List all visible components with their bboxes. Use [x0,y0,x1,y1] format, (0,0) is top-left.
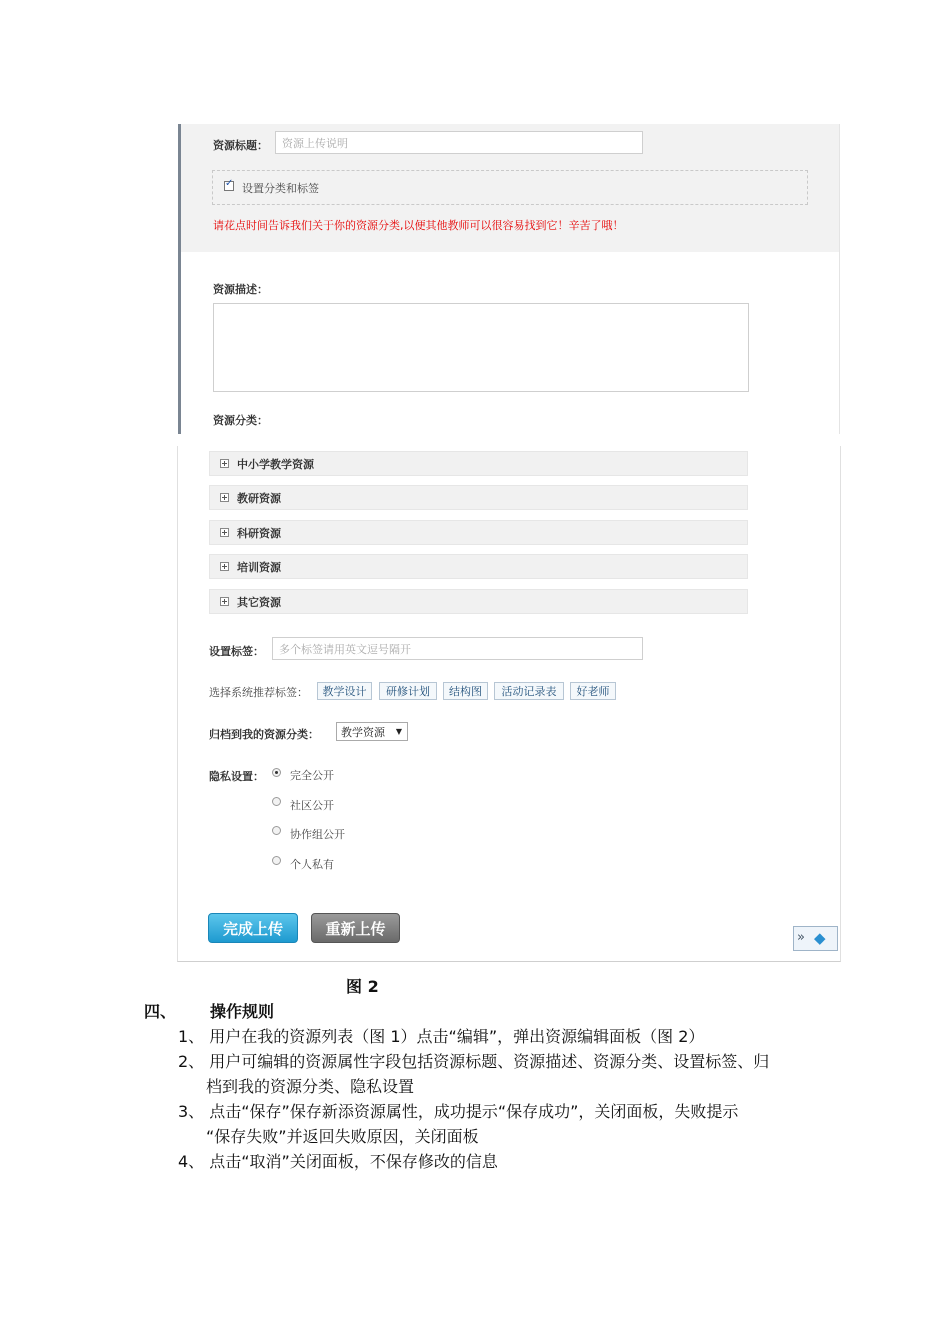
privacy-radio-private[interactable] [272,856,281,865]
privacy-option-label: 个人私有 [290,858,334,871]
app-logo-icon: ◆ [814,929,826,947]
recommended-tag[interactable]: 好老师 [570,682,616,700]
category-item[interactable] [209,554,748,579]
dropdown-arrow-icon: ▼ [395,727,402,736]
category-item[interactable] [209,589,748,614]
check-icon: ✓ [225,178,234,189]
reupload-button[interactable]: 重新上传 [311,913,400,943]
title-label: 资源标题： [213,139,268,152]
expand-icon [220,528,229,537]
recommended-tag[interactable]: 结构图 [443,682,488,700]
category-item-label: 教研资源 [237,491,281,505]
category-toggle-box [212,170,808,205]
tag-input[interactable]: 多个标签请用英文逗号隔开 [272,637,643,660]
recommended-tag[interactable]: 教学设计 [317,682,372,700]
rule-line: “保存失败”并返回失败原因，关闭面板 [206,1127,479,1146]
category-notice: 请花点时间告诉我们关于你的资源分类,以便其他教师可以很容易找到它！辛苦了哦！ [213,219,624,232]
description-label: 资源描述： [213,283,268,296]
category-checkbox-label: 设置分类和标签 [242,182,319,195]
privacy-radio-group[interactable] [272,826,281,835]
section-title: 操作规则 [210,1002,275,1021]
edit-panel-bottom [177,446,841,962]
privacy-radio-public[interactable] [272,768,281,777]
description-textarea[interactable] [213,303,749,392]
archive-label: 归档到我的资源分类： [209,728,319,741]
category-item[interactable] [209,451,748,476]
archive-select[interactable] [336,722,408,741]
recommended-tag[interactable]: 研修计划 [379,682,437,700]
category-item-label: 中小学教学资源 [237,457,314,471]
category-item[interactable] [209,485,748,510]
rule-line: 4、 点击“取消”关闭面板，不保存修改的信息 [178,1152,498,1171]
privacy-option-label: 完全公开 [290,769,334,782]
rule-line: 2、 用户可编辑的资源属性字段包括资源标题、资源描述、资源分类、设置标签、归 [178,1052,770,1071]
archive-select-value: 教学资源 [341,725,385,739]
category-checkbox[interactable] [224,178,234,191]
recommended-tag[interactable]: 活动记录表 [494,682,564,700]
expand-arrows-icon: » [797,930,805,945]
floating-toolbar[interactable] [793,926,838,951]
rule-line: 1、 用户在我的资源列表（图 1）点击“编辑”，弹出资源编辑面板（图 2） [178,1027,705,1046]
recommended-tags-label: 选择系统推荐标签： [209,686,308,699]
edit-panel-top [178,124,840,434]
category-item-label: 培训资源 [237,560,281,574]
category-item-label: 其它资源 [237,595,281,609]
figure-caption: 图 2 [346,977,379,996]
privacy-radio-community[interactable] [272,797,281,806]
privacy-option-label: 社区公开 [290,799,334,812]
category-item[interactable] [209,520,748,545]
category-item-label: 科研资源 [237,526,281,540]
rule-line: 档到我的资源分类、隐私设置 [206,1077,415,1096]
privacy-label: 隐私设置： [209,770,264,783]
section-number: 四、 [144,1002,177,1021]
finish-upload-button[interactable]: 完成上传 [208,913,298,943]
rule-line: 3、 点击“保存”保存新添资源属性，成功提示“保存成功”，关闭面板，失败提示 [178,1102,739,1121]
category-label: 资源分类： [213,414,268,427]
tag-label: 设置标签： [209,645,264,658]
title-input[interactable]: 资源上传说明 [275,131,643,154]
expand-icon [220,562,229,571]
expand-icon [220,459,229,468]
privacy-option-label: 协作组公开 [290,828,345,841]
expand-icon [220,493,229,502]
expand-icon [220,597,229,606]
